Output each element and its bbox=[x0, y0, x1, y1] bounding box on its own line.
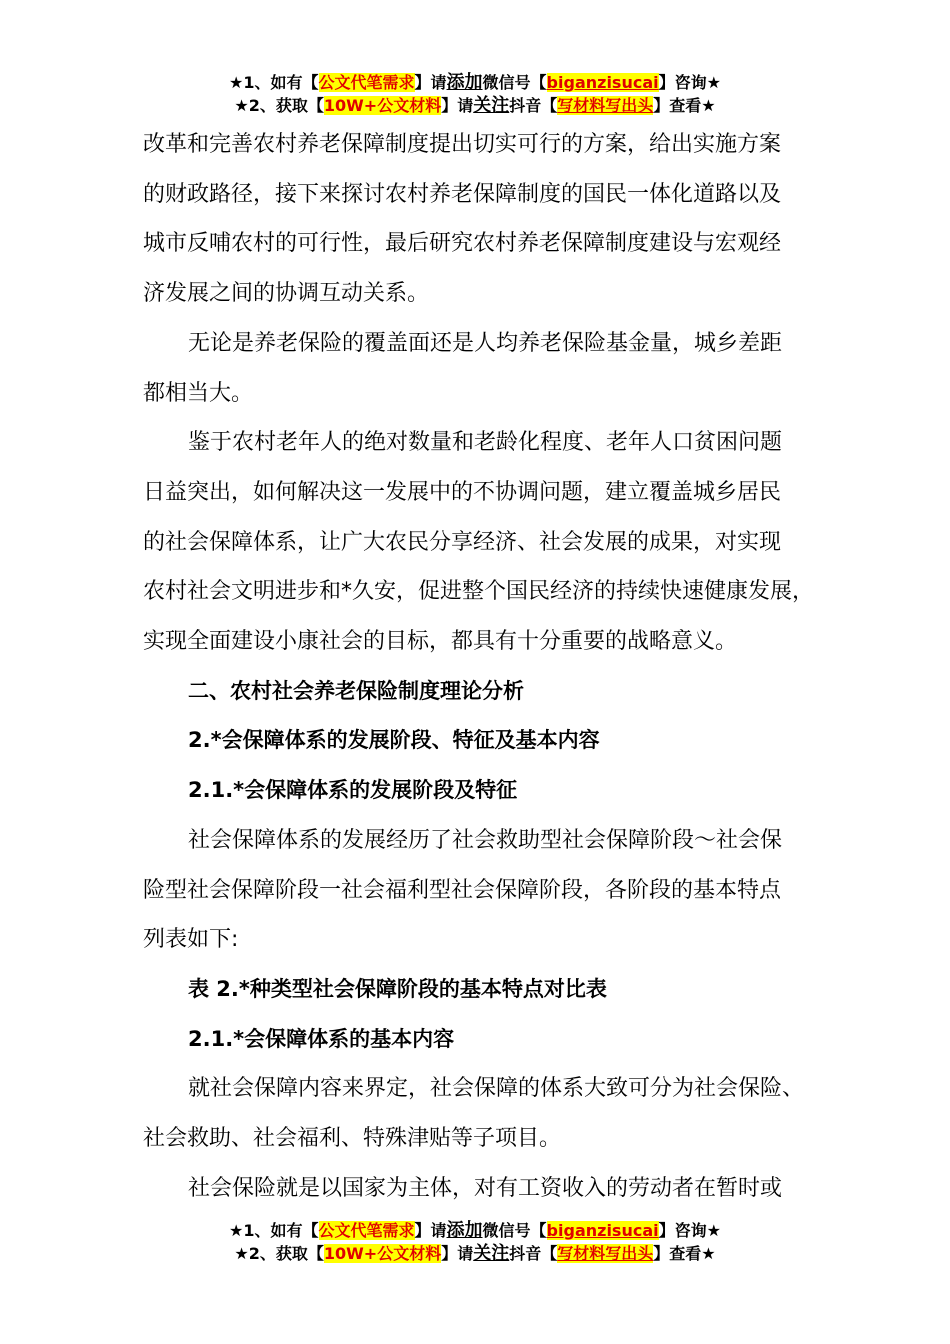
banner-highlight-materials: 10W+公文材料 bbox=[323, 1244, 442, 1263]
paragraph-line: 日益突出，如何解决这一发展中的不协调问题，建立覆盖城乡居民 bbox=[143, 479, 782, 505]
paragraph-line: 社会救助、社会福利、特殊津贴等子项目。 bbox=[143, 1126, 562, 1152]
banner-underlined-follow: 关注 bbox=[473, 95, 510, 116]
banner-suffix: 】咨询★ bbox=[658, 73, 721, 92]
banner-text: 】请 bbox=[441, 1244, 474, 1263]
subsubsection-heading: 2.1.*会保障体系的基本内容 bbox=[188, 1026, 455, 1051]
banner-underlined-follow: 关注 bbox=[473, 1243, 510, 1264]
banner-wechat-id: biganzisucai bbox=[546, 1221, 659, 1240]
bottom-banner-line2 bbox=[0, 1243, 950, 1265]
paragraph-line: 险型社会保障阶段一社会福利型社会保障阶段，各阶段的基本特点 bbox=[143, 877, 782, 903]
paragraph-line: 列表如下: bbox=[143, 927, 239, 953]
paragraph-line: 无论是养老保险的覆盖面还是人均养老保险基金量，城乡差距 bbox=[188, 330, 783, 356]
paragraph-line: 社会保障体系的发展经历了社会救助型社会保障阶段～社会保 bbox=[188, 827, 783, 853]
banner-prefix: ★2、获取【 bbox=[234, 1244, 324, 1263]
banner-suffix: 】查看★ bbox=[653, 96, 716, 115]
document-body bbox=[143, 120, 843, 1213]
top-banner-line1 bbox=[0, 72, 950, 94]
banner-highlight-service: 公文代笔需求 bbox=[318, 73, 415, 92]
paragraph-line: 鉴于农村老年人的绝对数量和老龄化程度、老年人口贫困问题 bbox=[188, 430, 783, 456]
paragraph-line: 实现全面建设小康社会的目标，都具有十分重要的战略意义。 bbox=[143, 629, 738, 655]
top-banner-line2 bbox=[0, 95, 950, 117]
banner-wechat-id: biganzisucai bbox=[546, 73, 659, 92]
banner-prefix: ★1、如有【 bbox=[229, 73, 319, 92]
banner-underlined-add: 添加 bbox=[446, 1220, 483, 1241]
paragraph-line: 济发展之间的协调互动关系。 bbox=[143, 281, 430, 307]
banner-prefix: ★2、获取【 bbox=[234, 96, 324, 115]
paragraph-line: 的社会保障体系，让广大农民分享经济、社会发展的成果，对实现 bbox=[143, 529, 782, 555]
banner-text: 微信号【 bbox=[482, 1221, 547, 1240]
banner-text: 】请 bbox=[414, 1221, 447, 1240]
paragraph-line: 的财政路径，接下来探讨农村养老保障制度的国民一体化道路以及 bbox=[143, 181, 782, 207]
banner-text: 微信号【 bbox=[482, 73, 547, 92]
paragraph-line: 城市反哺农村的可行性，最后研究农村养老保障制度建设与宏观经 bbox=[143, 231, 782, 257]
banner-suffix: 】查看★ bbox=[653, 1244, 716, 1263]
paragraph-line: 社会保险就是以国家为主体，对有工资收入的劳动者在暂时或 bbox=[188, 1175, 783, 1201]
paragraph-line: 农村社会文明进步和*久安，促进整个国民经济的持续快速健康发展， bbox=[143, 579, 815, 605]
subsection-heading: 2.*会保障体系的发展阶段、特征及基本内容 bbox=[188, 728, 600, 753]
banner-highlight-service: 公文代笔需求 bbox=[318, 1221, 415, 1240]
bottom-banner-line1 bbox=[0, 1220, 950, 1242]
paragraph-line: 都相当大。 bbox=[143, 380, 254, 406]
subsubsection-heading: 2.1.*会保障体系的发展阶段及特征 bbox=[188, 778, 518, 803]
table-caption: 表 2.*种类型社会保障阶段的基本特点对比表 bbox=[188, 976, 607, 1001]
paragraph-line: 改革和完善农村养老保障制度提出切实可行的方案，给出实施方案 bbox=[143, 132, 782, 157]
banner-text: 】请 bbox=[414, 73, 447, 92]
paragraph-line: 就社会保障内容来界定，社会保障的体系大致可分为社会保险、 bbox=[188, 1076, 805, 1102]
banner-douyin-id: 写材料写出头 bbox=[557, 1244, 654, 1263]
banner-prefix: ★1、如有【 bbox=[229, 1221, 319, 1240]
banner-douyin-id: 写材料写出头 bbox=[557, 96, 654, 115]
banner-underlined-add: 添加 bbox=[446, 72, 483, 93]
banner-text: 】请 bbox=[441, 96, 474, 115]
section-heading: 二、农村社会养老保险制度理论分析 bbox=[188, 678, 524, 703]
banner-text: 抖音【 bbox=[509, 1244, 558, 1263]
banner-highlight-materials: 10W+公文材料 bbox=[323, 96, 442, 115]
banner-suffix: 】咨询★ bbox=[658, 1221, 721, 1240]
banner-text: 抖音【 bbox=[509, 96, 558, 115]
